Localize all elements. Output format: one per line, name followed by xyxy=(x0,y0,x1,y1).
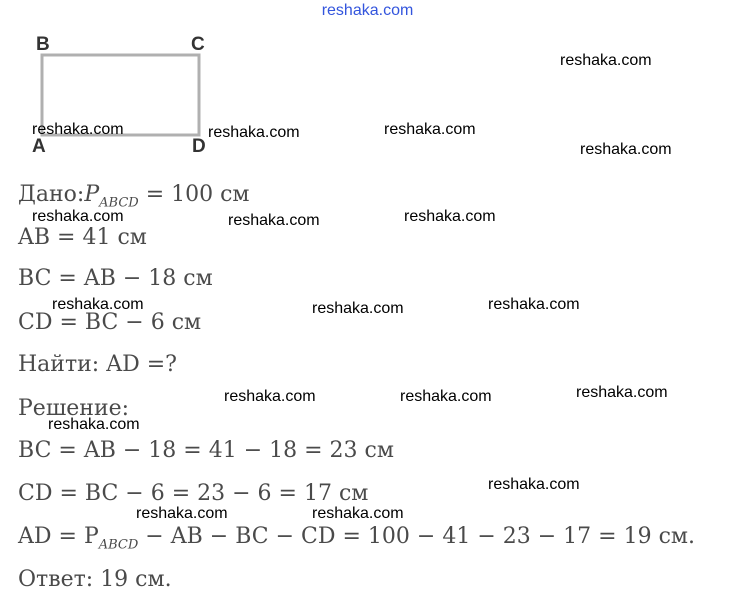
watermark: reshaka.com xyxy=(32,121,124,138)
answer-line xyxy=(18,567,172,592)
watermark: reshaka.com xyxy=(312,505,404,522)
watermark: reshaka.com xyxy=(136,505,228,522)
cd-line xyxy=(18,310,201,335)
bc-text: BC = AB − 18 см xyxy=(18,266,213,291)
watermark: reshaka.com xyxy=(52,296,144,313)
calc-bc-line xyxy=(18,438,394,463)
calc-bc-text: BC = AB − 18 = 41 − 18 = 23 см xyxy=(18,438,394,463)
vertex-label-a: A xyxy=(32,136,46,157)
perimeter-symbol: P xyxy=(84,182,100,207)
watermark: reshaka.com xyxy=(312,300,404,317)
solution-heading xyxy=(18,396,129,421)
bc-line xyxy=(18,266,213,291)
watermark: reshaka.com xyxy=(560,52,652,69)
watermark: reshaka.com xyxy=(48,416,140,433)
calc-cd-line xyxy=(18,481,368,506)
watermark: reshaka.com xyxy=(384,121,476,138)
watermark: reshaka.com xyxy=(400,388,492,405)
watermark: reshaka.com xyxy=(224,388,316,405)
find-expr: AD =? xyxy=(99,352,177,377)
vertex-label-c: C xyxy=(191,34,205,55)
calc-ad-line xyxy=(18,524,695,552)
watermark: reshaka.com xyxy=(404,208,496,225)
vertex-label-d: D xyxy=(192,136,206,157)
calc-ad-pre: AD = P xyxy=(18,524,99,549)
ab-line xyxy=(18,225,147,250)
calc-ad-subscript: ABCD xyxy=(98,537,139,553)
cd-text: CD = BC − 6 см xyxy=(18,310,202,335)
given-value: = 100 см xyxy=(138,182,250,207)
watermark: reshaka.com xyxy=(32,208,124,225)
watermark: reshaka.com xyxy=(576,384,668,401)
ab-text: AB = 41 см xyxy=(18,225,147,250)
calc-ad-post: − AB − BC − CD = 100 − 41 − 23 − 17 = 19 см. xyxy=(138,524,695,549)
given-label: Дано: xyxy=(18,182,85,207)
answer-text: Ответ: 19 см. xyxy=(18,567,172,592)
find-label: Найти: xyxy=(18,352,100,377)
watermark: reshaka.com xyxy=(488,296,580,313)
find-line xyxy=(18,352,177,377)
watermark: reshaka.com xyxy=(208,124,300,141)
site-link[interactable]: reshaka.com xyxy=(321,2,414,19)
perimeter-subscript: ABCD xyxy=(99,195,139,211)
watermark: reshaka.com xyxy=(228,212,320,229)
calc-cd-text: CD = BC − 6 = 23 − 6 = 17 см xyxy=(18,481,369,506)
given-line xyxy=(18,182,250,210)
solution-text: Решение: xyxy=(18,396,130,421)
watermark: reshaka.com xyxy=(580,141,672,158)
watermark: reshaka.com xyxy=(488,476,580,493)
vertex-label-b: B xyxy=(36,34,50,55)
